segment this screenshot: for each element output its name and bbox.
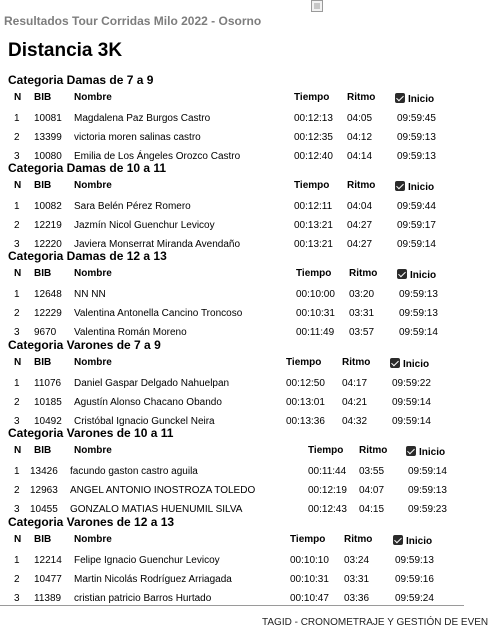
- cell-bib: 10492: [34, 416, 62, 427]
- cell-nombre: cristian patricio Barros Hurtado: [74, 593, 212, 604]
- category-block: [8, 515, 464, 611]
- cell-n: 2: [14, 220, 20, 231]
- cell-tiempo: 00:12:13: [294, 113, 333, 124]
- cell-nombre: Javiera Monserrat Miranda Avendaño: [74, 239, 241, 250]
- header-n: N: [14, 445, 22, 456]
- header-ritmo: Ritmo: [349, 268, 378, 279]
- cell-n: 1: [14, 289, 20, 300]
- cell-bib: 11076: [34, 378, 62, 389]
- header-tiempo: Tiempo: [286, 357, 322, 368]
- header-tiempo: Tiempo: [290, 534, 326, 545]
- cell-inicio: 09:59:13: [397, 132, 436, 143]
- cell-nombre: Daniel Gaspar Delgado Nahuelpan: [74, 378, 230, 389]
- cell-ritmo: 04:17: [342, 378, 368, 389]
- table-row: [8, 397, 464, 411]
- header-tiempo: Tiempo: [294, 180, 330, 191]
- cell-ritmo: 03:31: [344, 574, 370, 585]
- header-nombre: Nombre: [74, 445, 112, 456]
- cell-inicio: 09:59:13: [399, 308, 438, 319]
- cell-nombre: facundo gaston castro aguila: [70, 466, 198, 477]
- cell-tiempo: 00:10:10: [290, 555, 329, 566]
- category-title: Categoria Varones de 7 a 9: [8, 338, 161, 352]
- cell-nombre: Magdalena Paz Burgos Castro: [74, 113, 211, 124]
- header-ritmo: Ritmo: [347, 180, 376, 191]
- cell-bib: 10081: [34, 113, 62, 124]
- header-bib: BIB: [34, 357, 52, 368]
- category-title: Categoria Damas de 12 a 13: [8, 249, 167, 263]
- checkbox-checked-icon[interactable]: [393, 535, 403, 545]
- cell-inicio: 09:59:45: [397, 113, 436, 124]
- page-title: Distancia 3K: [8, 40, 123, 61]
- table-row: [8, 308, 464, 322]
- table-row: [8, 220, 464, 234]
- cell-tiempo: 00:13:01: [286, 397, 325, 408]
- checkbox-checked-icon[interactable]: [406, 446, 416, 456]
- broken-image-icon: [311, 0, 323, 12]
- cell-tiempo: 00:10:31: [296, 308, 335, 319]
- cell-bib: 12214: [34, 555, 62, 566]
- checkbox-checked-icon[interactable]: [397, 269, 407, 279]
- table-row: [8, 378, 464, 392]
- cell-nombre: Cristóbal Ignacio Gunckel Neira: [74, 416, 215, 427]
- header-inicio-label: Inicio: [410, 270, 437, 281]
- header-inicio: [406, 446, 445, 458]
- cell-inicio: 09:59:23: [408, 504, 447, 515]
- cell-inicio: 09:59:14: [399, 327, 438, 338]
- header-inicio-label: Inicio: [408, 94, 435, 105]
- cell-inicio: 09:59:13: [395, 555, 434, 566]
- table-row: [8, 555, 464, 569]
- table-header: [8, 180, 464, 194]
- cell-n: 3: [14, 151, 20, 162]
- header-ritmo: Ritmo: [359, 445, 388, 456]
- header-tiempo: Tiempo: [296, 268, 332, 279]
- header-inicio: [395, 93, 434, 105]
- cell-inicio: 09:59:14: [392, 397, 431, 408]
- table-row: [8, 132, 464, 146]
- header-bib: BIB: [34, 534, 52, 545]
- table-row: [8, 466, 464, 480]
- cell-tiempo: 00:11:49: [296, 327, 335, 338]
- cell-tiempo: 00:11:44: [308, 466, 347, 477]
- cell-ritmo: 03:31: [349, 308, 375, 319]
- header-nombre: Nombre: [74, 268, 112, 279]
- header-ritmo: Ritmo: [347, 92, 376, 103]
- header-inicio-label: Inicio: [403, 359, 430, 370]
- cell-ritmo: 03:55: [359, 466, 385, 477]
- cell-tiempo: 00:12:50: [286, 378, 325, 389]
- cell-n: 2: [14, 308, 20, 319]
- header-tiempo: Tiempo: [294, 92, 330, 103]
- table-header: [8, 268, 464, 282]
- cell-tiempo: 00:13:21: [294, 220, 333, 231]
- cell-n: 3: [14, 416, 20, 427]
- cell-bib: 11389: [34, 593, 62, 604]
- cell-bib: 13399: [34, 132, 62, 143]
- cell-inicio: 09:59:13: [408, 485, 447, 496]
- cell-tiempo: 00:10:47: [290, 593, 329, 604]
- table-row: [8, 289, 464, 303]
- cell-inicio: 09:59:14: [392, 416, 431, 427]
- cell-bib: 13426: [30, 466, 58, 477]
- cell-ritmo: 03:20: [349, 289, 375, 300]
- category-title: Categoria Damas de 7 a 9: [8, 73, 154, 87]
- cell-ritmo: 04:32: [342, 416, 368, 427]
- cell-tiempo: 00:12:11: [294, 201, 333, 212]
- header-inicio-label: Inicio: [408, 182, 435, 193]
- cell-n: 2: [14, 132, 20, 143]
- cell-ritmo: 03:36: [344, 593, 370, 604]
- table-header: [8, 445, 464, 459]
- header-inicio-label: Inicio: [419, 447, 446, 458]
- category-block: [8, 338, 464, 434]
- header-inicio: [395, 181, 434, 193]
- cell-nombre: victoria moren salinas castro: [74, 132, 201, 143]
- cell-bib: 10080: [34, 151, 62, 162]
- cell-bib: 12220: [34, 239, 62, 250]
- header-n: N: [14, 180, 22, 191]
- cell-n: 1: [14, 555, 20, 566]
- header-nombre: Nombre: [74, 534, 112, 545]
- cell-inicio: 09:59:44: [397, 201, 436, 212]
- cell-inicio: 09:59:17: [397, 220, 436, 231]
- cell-n: 3: [14, 327, 20, 338]
- cell-bib: 12963: [30, 485, 58, 496]
- cell-n: 1: [14, 466, 20, 477]
- header-n: N: [14, 268, 22, 279]
- cell-ritmo: 04:21: [342, 397, 368, 408]
- cell-tiempo: 00:12:19: [308, 485, 347, 496]
- cell-nombre: Valentina Antonella Cancino Troncoso: [74, 308, 243, 319]
- cell-ritmo: 03:57: [349, 327, 375, 338]
- header-tiempo: Tiempo: [308, 445, 344, 456]
- table-header: [8, 92, 464, 106]
- cell-n: 2: [14, 485, 20, 496]
- cell-nombre: Martin Nicolás Rodríguez Arriagada: [74, 574, 232, 585]
- cell-n: 2: [14, 397, 20, 408]
- cell-nombre: Emilia de Los Ángeles Orozco Castro: [74, 151, 241, 162]
- header-n: N: [14, 534, 22, 545]
- category-title: Categoria Damas de 10 a 11: [8, 161, 167, 175]
- cell-ritmo: 03:24: [344, 555, 370, 566]
- category-block: [8, 426, 464, 522]
- cell-bib: 9670: [34, 327, 57, 338]
- header-bib: BIB: [34, 92, 52, 103]
- cell-nombre: Valentina Román Moreno: [74, 327, 187, 338]
- cell-n: 1: [14, 113, 20, 124]
- cell-nombre: GONZALO MATIAS HUENUMIL SILVA: [70, 504, 243, 515]
- cell-tiempo: 00:12:40: [294, 151, 333, 162]
- cell-bib: 12219: [34, 220, 62, 231]
- category-block: [8, 161, 464, 257]
- table-header: [8, 357, 464, 371]
- checkbox-checked-icon[interactable]: [395, 93, 405, 103]
- header-nombre: Nombre: [74, 92, 112, 103]
- cell-nombre: Sara Belén Pérez Romero: [74, 201, 191, 212]
- category-title: Categoria Varones de 10 a 11: [8, 426, 174, 440]
- cell-inicio: 09:59:13: [397, 151, 436, 162]
- header-n: N: [14, 92, 22, 103]
- cell-ritmo: 04:12: [347, 132, 373, 143]
- header-bib: BIB: [34, 445, 52, 456]
- header-inicio: [390, 358, 429, 370]
- cell-n: 3: [14, 239, 20, 250]
- cell-inicio: 09:59:14: [397, 239, 436, 250]
- category-block: [8, 73, 464, 169]
- site-title: Resultados Tour Corridas Milo 2022 - Osorno: [4, 14, 262, 28]
- cell-n: 1: [14, 201, 20, 212]
- cell-inicio: 09:59:13: [399, 289, 438, 300]
- cell-nombre: ANGEL ANTONIO INOSTROZA TOLEDO: [70, 485, 256, 496]
- cell-inicio: 09:59:16: [395, 574, 434, 585]
- footer: [0, 605, 488, 640]
- cell-tiempo: 00:10:00: [296, 289, 335, 300]
- cell-inicio: 09:59:14: [408, 466, 447, 477]
- cell-bib: 10185: [34, 397, 62, 408]
- header-nombre: Nombre: [74, 357, 112, 368]
- footer-text: TAGID - CRONOMETRAJE Y GESTIÓN DE EVEN: [262, 617, 488, 628]
- cell-nombre: NN NN: [74, 289, 106, 300]
- cell-n: 3: [14, 504, 20, 515]
- cell-inicio: 09:59:22: [392, 378, 431, 389]
- cell-bib: 10455: [30, 504, 58, 515]
- cell-nombre: Agustín Alonso Chacano Obando: [74, 397, 222, 408]
- header-bib: BIB: [34, 180, 52, 191]
- cell-ritmo: 04:27: [347, 239, 373, 250]
- table-row: [8, 574, 464, 588]
- cell-n: 3: [14, 593, 20, 604]
- cell-bib: 12229: [34, 308, 62, 319]
- cell-nombre: Jazmín Nicol Guenchur Levicoy: [74, 220, 215, 231]
- cell-tiempo: 00:12:43: [308, 504, 347, 515]
- cell-tiempo: 00:12:35: [294, 132, 333, 143]
- table-row: [8, 113, 464, 127]
- header-nombre: Nombre: [74, 180, 112, 191]
- cell-ritmo: 04:15: [359, 504, 385, 515]
- header-bib: BIB: [34, 268, 52, 279]
- cell-ritmo: 04:14: [347, 151, 373, 162]
- header-ritmo: Ritmo: [344, 534, 373, 545]
- table-header: [8, 534, 464, 548]
- cell-ritmo: 04:07: [359, 485, 385, 496]
- cell-n: 2: [14, 574, 20, 585]
- cell-ritmo: 04:05: [347, 113, 373, 124]
- cell-bib: 12648: [34, 289, 62, 300]
- header-inicio-label: Inicio: [406, 536, 433, 547]
- cell-bib: 10082: [34, 201, 62, 212]
- header-ritmo: Ritmo: [342, 357, 371, 368]
- cell-nombre: Felipe Ignacio Guenchur Levicoy: [74, 555, 220, 566]
- header-inicio: [397, 269, 436, 281]
- cell-tiempo: 00:13:36: [286, 416, 325, 427]
- checkbox-checked-icon[interactable]: [395, 181, 405, 191]
- top-bar: [0, 0, 464, 30]
- cell-ritmo: 04:27: [347, 220, 373, 231]
- category-title: Categoria Varones de 12 a 13: [8, 515, 175, 529]
- cell-bib: 10477: [34, 574, 62, 585]
- header-inicio: [393, 535, 432, 547]
- cell-tiempo: 00:13:21: [294, 239, 333, 250]
- checkbox-checked-icon[interactable]: [390, 358, 400, 368]
- cell-inicio: 09:59:24: [395, 593, 434, 604]
- table-row: [8, 201, 464, 215]
- cell-tiempo: 00:10:31: [290, 574, 329, 585]
- category-block: [8, 249, 464, 345]
- cell-n: 1: [14, 378, 20, 389]
- header-n: N: [14, 357, 22, 368]
- cell-ritmo: 04:04: [347, 201, 373, 212]
- table-row: [8, 485, 464, 499]
